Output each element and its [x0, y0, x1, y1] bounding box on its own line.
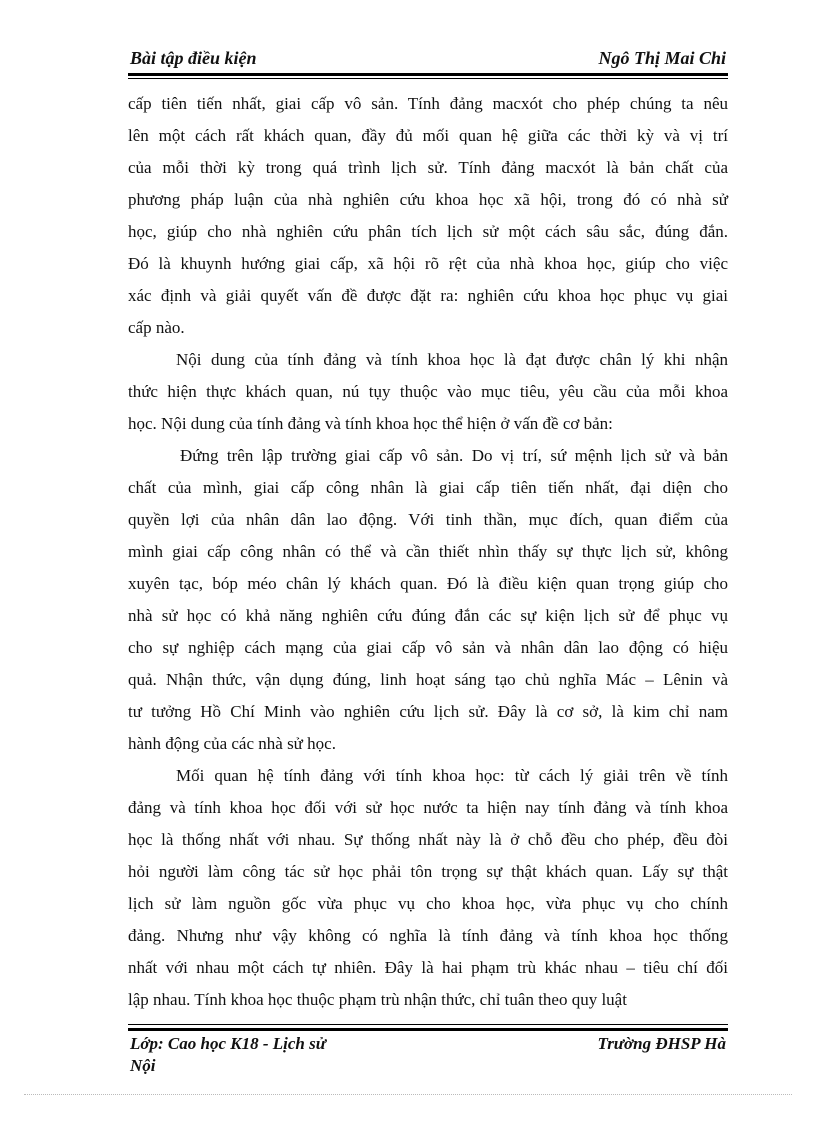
text-line: xác định và giải quyết vấn đề được đặt ra: nghiên cứu khoa học phục vụ giai — [128, 286, 728, 305]
text-line: nhất với nhau một cách tự nhiên. Đây là hai phạm trù khác nhau – tiêu chí đối — [128, 958, 728, 977]
text-line: cho sự nghiệp cách mạng của giai cấp vô sản và nhân dân lao động có hiệu — [128, 638, 728, 657]
text-line: mình giai cấp công nhân có thể và cần thiết nhìn thấy sự thực lịch sử, không — [128, 542, 728, 561]
text-line: Đứng trên lập trường giai cấp vô sản. Do vị trí, sứ mệnh lịch sử và bản — [180, 446, 728, 465]
text-line: chất của mình, giai cấp công nhân là giai cấp tiên tiến nhất, đại diện cho — [128, 478, 728, 497]
header-rule-thin — [128, 78, 728, 79]
footer-school: Trường ĐHSP Hà — [597, 1034, 726, 1053]
text-line: đảng và tính khoa học đối với sử học nước ta hiện nay tính đảng và tính khoa — [128, 798, 728, 817]
text-line: tư tưởng Hồ Chí Minh vào nghiên cứu lịch sử. Đây là cơ sở, là kim chỉ nam — [128, 702, 728, 721]
text-line: lịch sử làm nguồn gốc vừa phục vụ cho khoa học, vừa phục vụ cho chính — [128, 894, 728, 913]
footer-rule-thick — [128, 1028, 728, 1031]
text-line: phương pháp luận của nhà nghiên cứu khoa học xã hội, trong đó có nhà sử — [128, 190, 728, 209]
text-line: lên một cách rất khách quan, đầy đủ mối quan hệ giữa các thời kỳ và vị trí — [128, 126, 728, 145]
page-bottom-divider — [24, 1094, 792, 1095]
text-line: cấp nào. — [128, 318, 185, 337]
text-line: quyền lợi của nhân dân lao động. Với tinh thần, mục đích, quan điểm của — [128, 510, 728, 529]
footer-rule-thin — [128, 1024, 728, 1025]
body-text — [128, 88, 728, 1016]
header-author: Ngô Thị Mai Chi — [598, 48, 726, 68]
text-line: học là thống nhất với nhau. Sự thống nhất này là ở chỗ đều cho phép, đều đòi — [128, 830, 728, 849]
text-line: Nội dung của tính đảng và tính khoa học là đạt được chân lý khi nhận — [176, 350, 728, 369]
text-line: hỏi người làm công tác sử học phải tôn trọng sự thật khách quan. Lấy sự thật — [128, 862, 728, 881]
header-rule-thick — [128, 73, 728, 76]
text-line: học. Nội dung của tính đảng và tính khoa học thể hiện ở vấn đề cơ bản: — [128, 414, 613, 433]
text-line: hành động của các nhà sử học. — [128, 734, 336, 753]
text-line: cấp tiên tiến nhất, giai cấp vô sản. Tính đảng macxót cho phép chúng ta nêu — [128, 94, 728, 113]
text-line: quả. Nhận thức, vận dụng đúng, linh hoạt sáng tạo chủ nghĩa Mác – Lênin và — [128, 670, 728, 689]
text-line: lập nhau. Tính khoa học thuộc phạm trù nhận thức, chỉ tuân theo quy luật — [128, 990, 627, 1009]
header-title: Bài tập điều kiện — [130, 48, 257, 68]
text-line: thức hiện thực khách quan, nú tụy thuộc vào mục tiêu, yêu cầu của mỗi khoa — [128, 382, 728, 401]
text-line: xuyên tạc, bóp méo chân lý khách quan. Đó là điều kiện quan trọng giúp cho — [128, 574, 728, 593]
footer-class: Lớp: Cao học K18 - Lịch sử — [130, 1034, 326, 1053]
footer-school-wrap: Nội — [130, 1056, 156, 1075]
text-line: Mối quan hệ tính đảng với tính khoa học: từ cách lý giải trên về tính — [176, 766, 728, 785]
text-line: của mỗi thời kỳ trong quá trình lịch sử. Tính đảng macxót là bản chất của — [128, 158, 728, 177]
text-line: nhà sử học có khả năng nghiên cứu đúng đắn các sự kiện lịch sử để phục vụ — [128, 606, 728, 625]
page-header — [128, 48, 728, 76]
text-line: đảng. Nhưng như vậy không có nghĩa là tính đảng và tính khoa học thống — [128, 926, 728, 945]
text-line: học, giúp cho nhà nghiên cứu phân tích lịch sử một cách sâu sắc, đúng đắn. — [128, 222, 728, 241]
text-line: Đó là khuynh hướng giai cấp, xã hội rõ rệt của nhà khoa học, giúp cho việc — [128, 254, 728, 273]
